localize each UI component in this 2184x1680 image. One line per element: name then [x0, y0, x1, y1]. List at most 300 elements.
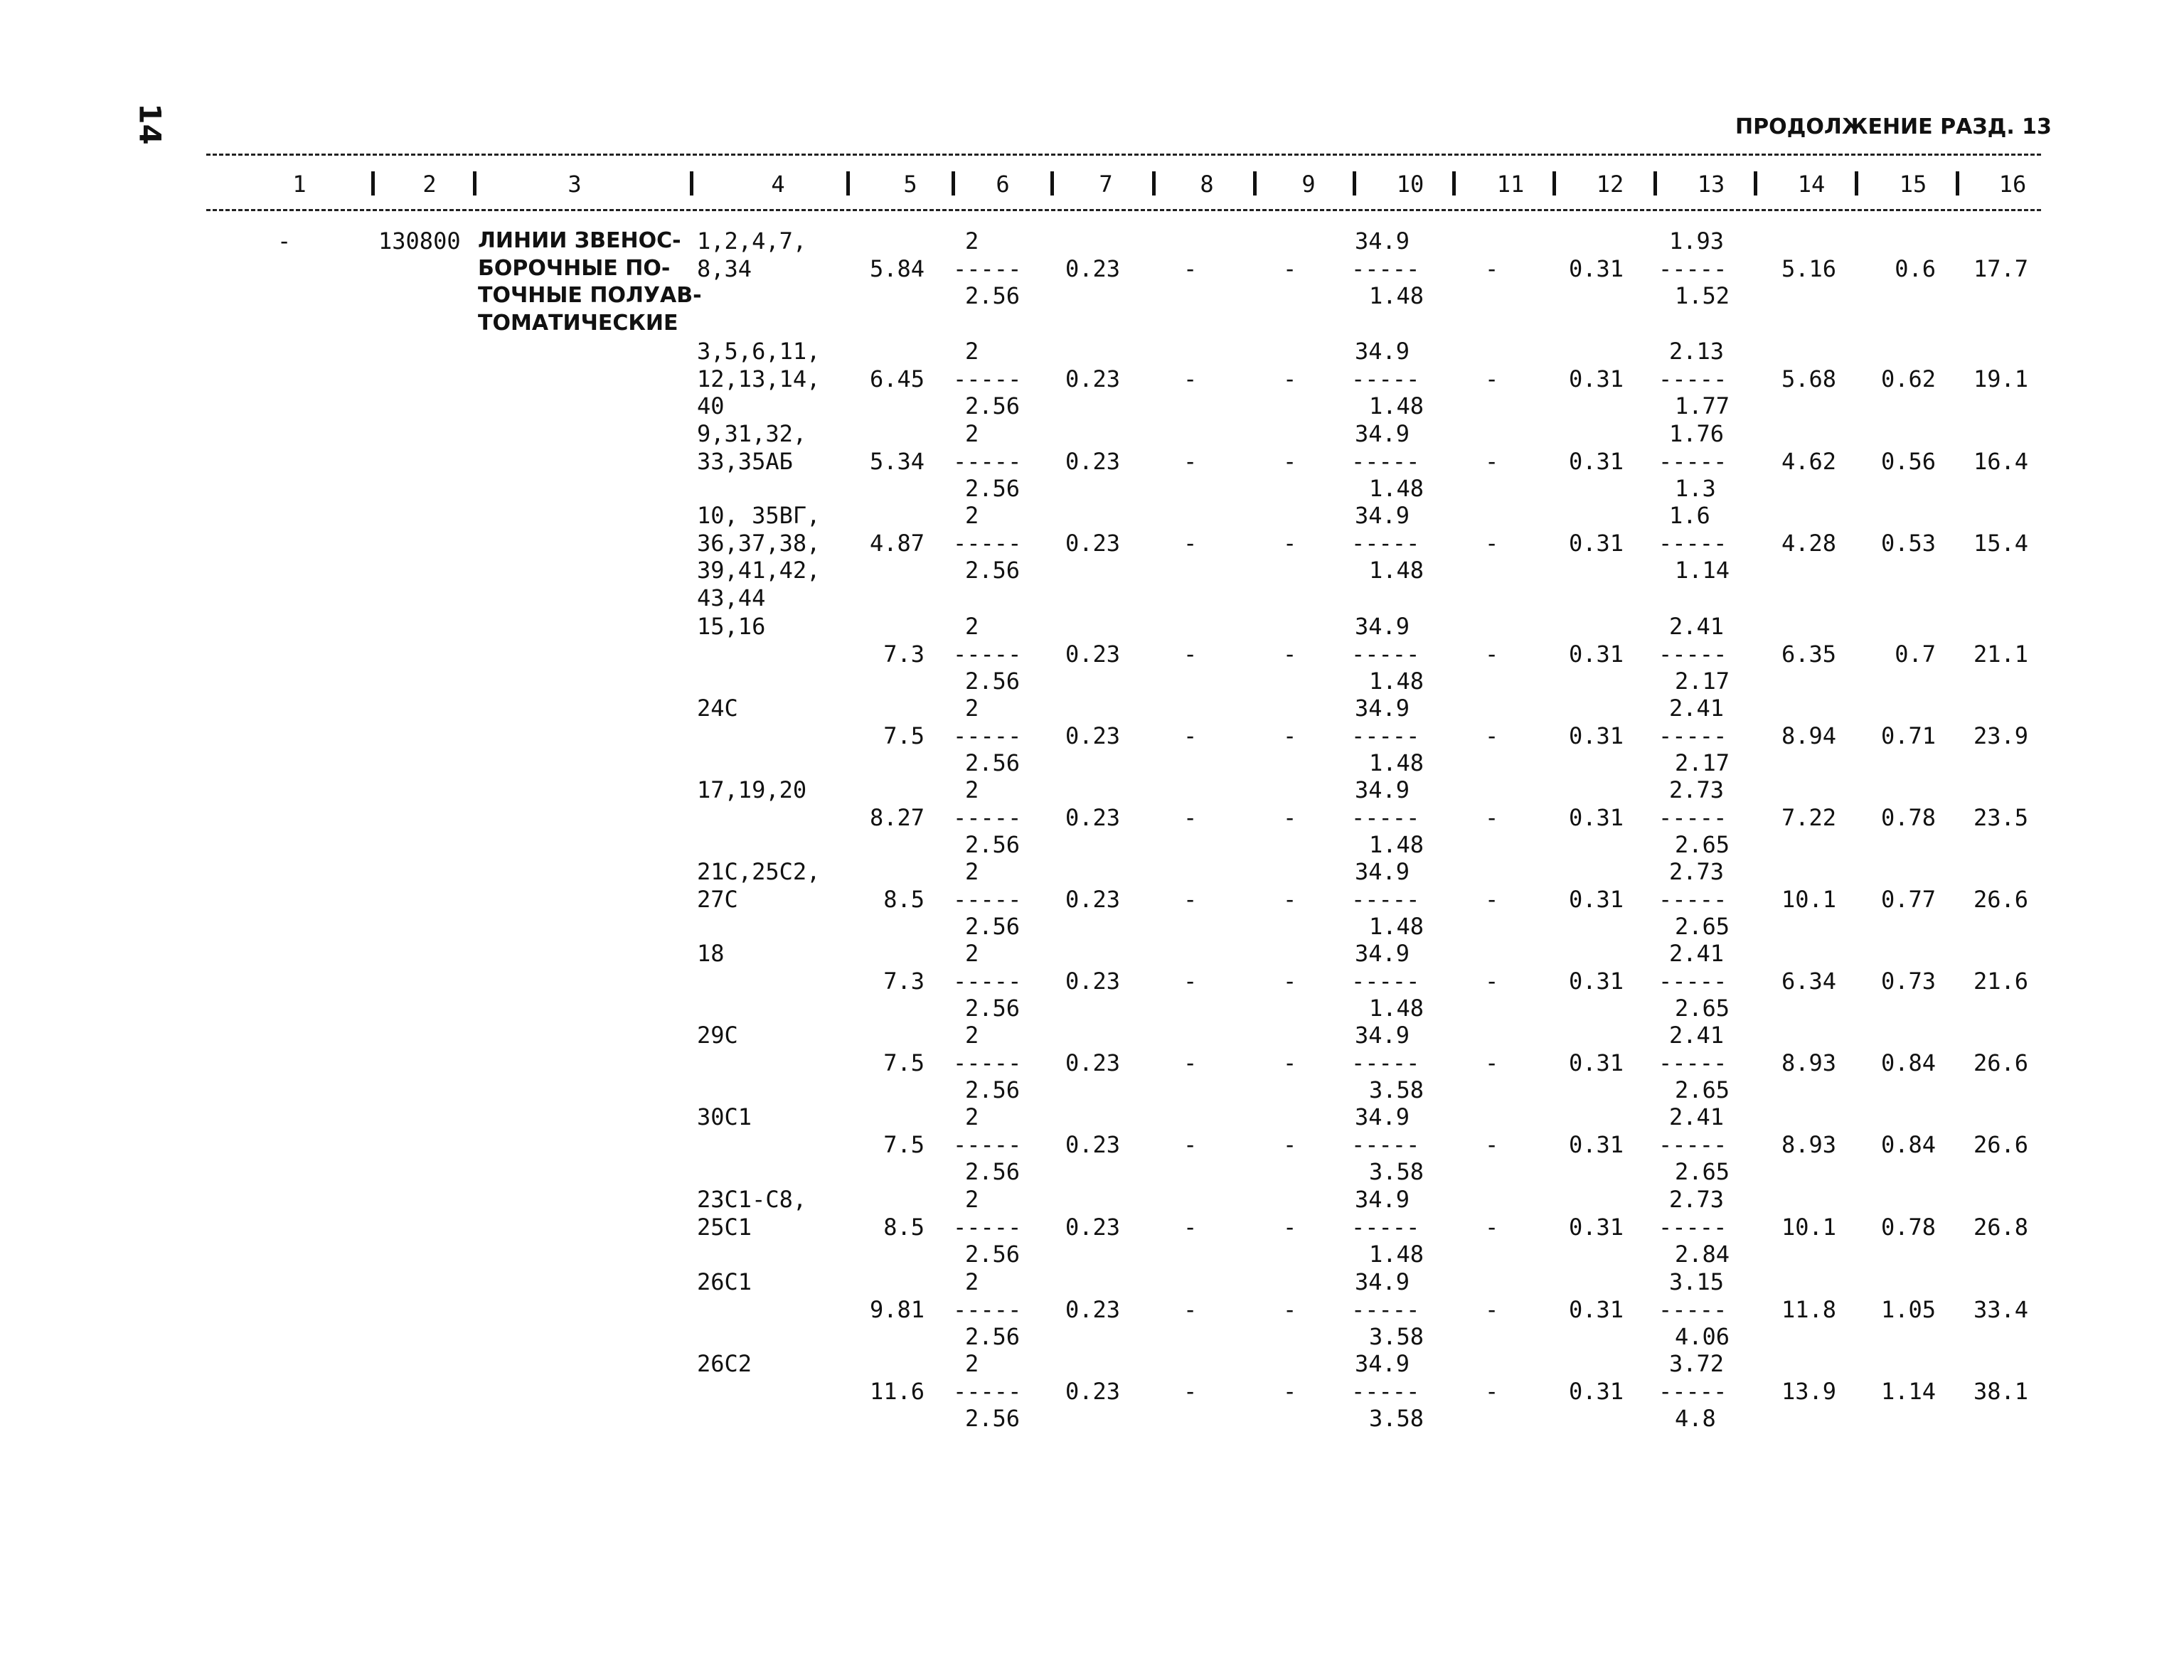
cell-col10-fraction-bar: -----	[1351, 1213, 1420, 1241]
cell-col10-denominator: 3.58	[1369, 1405, 1424, 1432]
cell-col13-denominator: 2.17	[1675, 668, 1730, 695]
cell-col6-denominator: 2.56	[965, 668, 1021, 695]
cell-col13-denominator: 2.65	[1675, 995, 1730, 1022]
group-code: 130800	[378, 228, 461, 255]
cell-col6-denominator: 2.56	[965, 282, 1021, 309]
cell-col6-fraction-bar: -----	[953, 1295, 1022, 1323]
cell-col6-fraction-bar: -----	[953, 1377, 1022, 1405]
cell-col13-denominator: 2.65	[1675, 1076, 1730, 1103]
cell-col8: -	[1183, 1130, 1198, 1158]
cell-col4: 3,5,6,11,	[697, 338, 821, 365]
cell-col15: 0.7	[1895, 640, 1936, 668]
cell-col6-fraction-bar: -----	[953, 967, 1022, 995]
cell-col12: 0.31	[1569, 1295, 1624, 1323]
cell-col9: -	[1283, 1049, 1297, 1076]
cell-col15: 0.78	[1880, 1213, 1936, 1241]
cell-col13-denominator: 2.17	[1675, 749, 1730, 776]
cell-col16: 26.6	[1973, 1130, 2028, 1158]
cell-col13-denominator: 4.8	[1675, 1405, 1716, 1432]
cell-col10-denominator: 1.48	[1369, 282, 1424, 309]
cell-col4: 36,37,38,	[697, 529, 821, 557]
cell-col7: 0.23	[1065, 1213, 1121, 1241]
cell-col10-fraction-bar: -----	[1351, 1049, 1420, 1076]
cell-col13-fraction-bar: -----	[1658, 1295, 1727, 1323]
cell-col9: -	[1283, 967, 1297, 995]
cell-col14: 13.9	[1781, 1377, 1836, 1405]
cell-col10-denominator: 1.48	[1369, 668, 1424, 695]
cell-col7: 0.23	[1065, 722, 1121, 749]
cell-col8: -	[1183, 640, 1198, 668]
cell-col12: 0.31	[1569, 529, 1624, 557]
cell-col10-denominator: 1.48	[1369, 749, 1424, 776]
column-separator	[1653, 171, 1657, 196]
cell-col15: 0.84	[1880, 1049, 1936, 1076]
cell-col11: -	[1485, 1049, 1499, 1076]
cell-col4: 25С1	[697, 1213, 752, 1241]
cell-col13-numerator: 3.72	[1669, 1350, 1725, 1377]
cell-col13-fraction-bar: -----	[1658, 803, 1727, 831]
cell-col9: -	[1283, 1213, 1297, 1241]
cell-col11: -	[1485, 1377, 1499, 1405]
cell-col12: 0.31	[1569, 803, 1624, 831]
cell-col10-denominator: 1.48	[1369, 1241, 1424, 1268]
cell-col6-fraction-bar: -----	[953, 529, 1022, 557]
cell-col13-numerator: 2.41	[1669, 1022, 1725, 1049]
column-header-12: 12	[1596, 171, 1624, 198]
cell-col15: 0.73	[1880, 967, 1936, 995]
cell-col10-denominator: 1.48	[1369, 557, 1424, 584]
cell-col10-fraction-bar: -----	[1351, 447, 1420, 475]
cell-col11: -	[1485, 1130, 1499, 1158]
cell-col12: 0.31	[1569, 967, 1624, 995]
cell-col13-denominator: 2.65	[1675, 913, 1730, 940]
cell-col7: 0.23	[1065, 365, 1121, 392]
cell-col10-numerator: 34.9	[1355, 695, 1410, 722]
cell-col6-denominator: 2.56	[965, 475, 1021, 502]
column-separator	[371, 171, 375, 196]
group-name-line: ЛИНИИ ЗВЕНОС-	[478, 228, 681, 253]
cell-col6-numerator: 2	[965, 613, 979, 640]
cell-col6-fraction-bar: -----	[953, 803, 1022, 831]
cell-col14: 8.93	[1781, 1049, 1836, 1076]
cell-col13-denominator: 2.65	[1675, 831, 1730, 858]
cell-col10-fraction-bar: -----	[1351, 529, 1420, 557]
cell-col16: 16.4	[1973, 447, 2028, 475]
cell-col5: 5.34	[869, 447, 925, 475]
cell-col7: 0.23	[1065, 1130, 1121, 1158]
cell-col10-fraction-bar: -----	[1351, 967, 1420, 995]
cell-col6-numerator: 2	[965, 695, 979, 722]
cell-col11: -	[1485, 447, 1499, 475]
cell-col15: 0.71	[1880, 722, 1936, 749]
cell-col14: 11.8	[1781, 1295, 1836, 1323]
cell-col6-denominator: 2.56	[965, 995, 1021, 1022]
cell-col14: 5.68	[1781, 365, 1836, 392]
cell-col16: 23.9	[1973, 722, 2028, 749]
cell-col16: 17.7	[1973, 255, 2028, 282]
cell-col6-numerator: 2	[965, 420, 979, 447]
cell-col4: 18	[697, 940, 725, 967]
cell-col16: 33.4	[1973, 1295, 2028, 1323]
cell-col14: 4.62	[1781, 447, 1836, 475]
cell-col4: 12,13,14,	[697, 365, 821, 392]
column-separator	[1855, 171, 1858, 196]
cell-col13-fraction-bar: -----	[1658, 640, 1727, 668]
column-header-13: 13	[1697, 171, 1725, 198]
cell-col16: 15.4	[1973, 529, 2028, 557]
cell-col8: -	[1183, 1213, 1198, 1241]
cell-col15: 1.05	[1880, 1295, 1936, 1323]
group-name-line: БОРОЧНЫЕ ПО-	[478, 255, 671, 281]
cell-col9: -	[1283, 640, 1297, 668]
cell-col7: 0.23	[1065, 885, 1121, 913]
cell-col11: -	[1485, 967, 1499, 995]
cell-col6-denominator: 2.56	[965, 1076, 1021, 1103]
cell-col13-fraction-bar: -----	[1658, 722, 1727, 749]
cell-col16: 26.8	[1973, 1213, 2028, 1241]
cell-col12: 0.31	[1569, 885, 1624, 913]
cell-col4: 24С	[697, 695, 738, 722]
cell-col6-denominator: 2.56	[965, 392, 1021, 419]
cell-col4: 27С	[697, 885, 738, 913]
cell-col7: 0.23	[1065, 803, 1121, 831]
cell-col10-numerator: 34.9	[1355, 338, 1410, 365]
cell-col11: -	[1485, 1213, 1499, 1241]
cell-col5: 11.6	[869, 1377, 925, 1405]
cell-col11: -	[1485, 803, 1499, 831]
cell-col10-numerator: 34.9	[1355, 502, 1410, 529]
group-name-line: ТОЧНЫЕ ПОЛУАВ-	[478, 283, 702, 308]
cell-col10-numerator: 34.9	[1355, 1268, 1410, 1295]
cell-col6-numerator: 2	[965, 228, 979, 255]
cell-col13-fraction-bar: -----	[1658, 529, 1727, 557]
cell-col11: -	[1485, 640, 1499, 668]
cell-col11: -	[1485, 365, 1499, 392]
cell-col4: 43,44	[697, 584, 766, 611]
cell-col13-numerator: 1.76	[1669, 420, 1725, 447]
cell-col4: 40	[697, 392, 725, 419]
cell-col5: 4.87	[869, 529, 925, 557]
cell-col14: 8.94	[1781, 722, 1836, 749]
cell-col6-fraction-bar: -----	[953, 1049, 1022, 1076]
cell-col6-fraction-bar: -----	[953, 365, 1022, 392]
cell-col6-fraction-bar: -----	[953, 640, 1022, 668]
cell-col10-fraction-bar: -----	[1351, 1295, 1420, 1323]
column-separator	[690, 171, 693, 196]
cell-col15: 0.6	[1895, 255, 1936, 282]
cell-col10-fraction-bar: -----	[1351, 1130, 1420, 1158]
cell-col10-numerator: 34.9	[1355, 1103, 1410, 1130]
column-header-3: 3	[568, 171, 582, 198]
cell-col13-denominator: 2.84	[1675, 1241, 1730, 1268]
cell-col13-numerator: 1.6	[1669, 502, 1710, 529]
cell-col6-fraction-bar: -----	[953, 447, 1022, 475]
column-header-2: 2	[422, 171, 437, 198]
cell-col4: 17,19,20	[697, 776, 807, 803]
cell-col9: -	[1283, 255, 1297, 282]
cell-col12: 0.31	[1569, 1213, 1624, 1241]
cell-col10-denominator: 3.58	[1369, 1158, 1424, 1185]
cell-col10-numerator: 34.9	[1355, 1022, 1410, 1049]
cell-col13-denominator: 1.14	[1675, 557, 1730, 584]
cell-col5: 7.5	[883, 1130, 925, 1158]
cell-col11: -	[1485, 1295, 1499, 1323]
column-header-11: 11	[1496, 171, 1525, 198]
cell-col12: 0.31	[1569, 1130, 1624, 1158]
cell-col9: -	[1283, 1377, 1297, 1405]
cell-col4: 29С	[697, 1022, 738, 1049]
cell-col4: 21С,25С2,	[697, 858, 821, 885]
cell-col13-fraction-bar: -----	[1658, 255, 1727, 282]
cell-col10-numerator: 34.9	[1355, 1350, 1410, 1377]
cell-col15: 0.62	[1880, 365, 1936, 392]
column-header-6: 6	[996, 171, 1010, 198]
cell-col12: 0.31	[1569, 255, 1624, 282]
column-header-4: 4	[771, 171, 785, 198]
cell-col12: 0.31	[1569, 640, 1624, 668]
group-col1: -	[277, 228, 292, 255]
cell-col9: -	[1283, 529, 1297, 557]
cell-col16: 26.6	[1973, 885, 2028, 913]
cell-col11: -	[1485, 885, 1499, 913]
cell-col13-numerator: 1.93	[1669, 228, 1725, 255]
column-separator	[1754, 171, 1757, 196]
cell-col8: -	[1183, 722, 1198, 749]
cell-col16: 19.1	[1973, 365, 2028, 392]
cell-col5: 9.81	[869, 1295, 925, 1323]
cell-col6-denominator: 2.56	[965, 1323, 1021, 1350]
cell-col6-numerator: 2	[965, 502, 979, 529]
cell-col6-numerator: 2	[965, 776, 979, 803]
cell-col9: -	[1283, 722, 1297, 749]
cell-col13-numerator: 2.73	[1669, 776, 1725, 803]
running-header: ПРОДОЛЖЕНИЕ РАЗД. 13	[1735, 114, 2052, 139]
cell-col8: -	[1183, 1377, 1198, 1405]
cell-col10-denominator: 1.48	[1369, 392, 1424, 419]
cell-col6-numerator: 2	[965, 940, 979, 967]
cell-col10-fraction-bar: -----	[1351, 255, 1420, 282]
cell-col10-fraction-bar: -----	[1351, 803, 1420, 831]
cell-col6-numerator: 2	[965, 1186, 979, 1213]
group-name-line: ТОМАТИЧЕСКИЕ	[478, 310, 678, 336]
cell-col7: 0.23	[1065, 1295, 1121, 1323]
cell-col13-numerator: 2.41	[1669, 695, 1725, 722]
cell-col14: 6.35	[1781, 640, 1836, 668]
column-separator	[846, 171, 850, 196]
cell-col6-numerator: 2	[965, 338, 979, 365]
cell-col10-numerator: 34.9	[1355, 1186, 1410, 1213]
cell-col7: 0.23	[1065, 529, 1121, 557]
cell-col5: 6.45	[869, 365, 925, 392]
cell-col13-denominator: 1.52	[1675, 282, 1730, 309]
cell-col6-numerator: 2	[965, 1103, 979, 1130]
cell-col6-fraction-bar: -----	[953, 722, 1022, 749]
cell-col13-numerator: 2.41	[1669, 940, 1725, 967]
header-rule-bottom	[206, 209, 2041, 211]
cell-col5: 5.84	[869, 255, 925, 282]
column-separator	[1353, 171, 1356, 196]
cell-col10-numerator: 34.9	[1355, 776, 1410, 803]
cell-col10-denominator: 1.48	[1369, 831, 1424, 858]
cell-col6-numerator: 2	[965, 858, 979, 885]
cell-col13-fraction-bar: -----	[1658, 447, 1727, 475]
cell-col13-numerator: 2.73	[1669, 858, 1725, 885]
cell-col13-denominator: 1.77	[1675, 392, 1730, 419]
cell-col7: 0.23	[1065, 640, 1121, 668]
cell-col14: 4.28	[1781, 529, 1836, 557]
column-separator	[1152, 171, 1156, 196]
cell-col10-denominator: 1.48	[1369, 913, 1424, 940]
cell-col5: 7.5	[883, 1049, 925, 1076]
cell-col7: 0.23	[1065, 1377, 1121, 1405]
column-separator	[1452, 171, 1456, 196]
cell-col5: 7.3	[883, 967, 925, 995]
cell-col13-fraction-bar: -----	[1658, 1213, 1727, 1241]
cell-col8: -	[1183, 447, 1198, 475]
cell-col13-numerator: 2.73	[1669, 1186, 1725, 1213]
cell-col10-fraction-bar: -----	[1351, 1377, 1420, 1405]
cell-col13-fraction-bar: -----	[1658, 1377, 1727, 1405]
cell-col6-denominator: 2.56	[965, 1405, 1021, 1432]
cell-col6-denominator: 2.56	[965, 557, 1021, 584]
cell-col5: 8.5	[883, 1213, 925, 1241]
cell-col6-fraction-bar: -----	[953, 255, 1022, 282]
cell-col16: 38.1	[1973, 1377, 2028, 1405]
cell-col5: 8.5	[883, 885, 925, 913]
cell-col8: -	[1183, 1049, 1198, 1076]
cell-col13-numerator: 2.13	[1669, 338, 1725, 365]
cell-col13-fraction-bar: -----	[1658, 365, 1727, 392]
cell-col10-fraction-bar: -----	[1351, 885, 1420, 913]
cell-col10-numerator: 34.9	[1355, 613, 1410, 640]
cell-col6-numerator: 2	[965, 1350, 979, 1377]
cell-col14: 5.16	[1781, 255, 1836, 282]
cell-col12: 0.31	[1569, 447, 1624, 475]
cell-col4: 33,35АБ	[697, 447, 793, 475]
cell-col13-fraction-bar: -----	[1658, 967, 1727, 995]
cell-col13-denominator: 1.3	[1675, 475, 1716, 502]
cell-col4: 23С1-С8,	[697, 1186, 807, 1213]
cell-col13-denominator: 4.06	[1675, 1323, 1730, 1350]
cell-col7: 0.23	[1065, 1049, 1121, 1076]
cell-col6-denominator: 2.56	[965, 1241, 1021, 1268]
column-header-15: 15	[1899, 171, 1927, 198]
cell-col9: -	[1283, 447, 1297, 475]
column-header-9: 9	[1301, 171, 1316, 198]
cell-col4: 8,34	[697, 255, 752, 282]
cell-col4: 10, 35ВГ,	[697, 502, 821, 529]
cell-col15: 0.78	[1880, 803, 1936, 831]
cell-col4: 15,16	[697, 613, 766, 640]
column-header-1: 1	[292, 171, 307, 198]
cell-col12: 0.31	[1569, 1049, 1624, 1076]
cell-col8: -	[1183, 255, 1198, 282]
header-rule-top	[206, 154, 2041, 156]
column-header-16: 16	[1998, 171, 2027, 198]
cell-col6-denominator: 2.56	[965, 1158, 1021, 1185]
cell-col5: 7.5	[883, 722, 925, 749]
cell-col10-denominator: 3.58	[1369, 1323, 1424, 1350]
column-separator	[1253, 171, 1257, 196]
cell-col15: 0.56	[1880, 447, 1936, 475]
column-separator	[1552, 171, 1556, 196]
column-separator	[1956, 171, 1959, 196]
cell-col10-denominator: 3.58	[1369, 1076, 1424, 1103]
cell-col8: -	[1183, 803, 1198, 831]
cell-col6-denominator: 2.56	[965, 749, 1021, 776]
cell-col16: 21.6	[1973, 967, 2028, 995]
cell-col5: 8.27	[869, 803, 925, 831]
cell-col9: -	[1283, 1130, 1297, 1158]
cell-col14: 10.1	[1781, 1213, 1836, 1241]
cell-col9: -	[1283, 1295, 1297, 1323]
cell-col15: 1.14	[1880, 1377, 1936, 1405]
cell-col10-fraction-bar: -----	[1351, 640, 1420, 668]
cell-col12: 0.31	[1569, 365, 1624, 392]
cell-col4: 9,31,32,	[697, 420, 807, 447]
cell-col15: 0.53	[1880, 529, 1936, 557]
cell-col6-numerator: 2	[965, 1268, 979, 1295]
cell-col13-fraction-bar: -----	[1658, 1049, 1727, 1076]
cell-col8: -	[1183, 365, 1198, 392]
cell-col10-numerator: 34.9	[1355, 228, 1410, 255]
cell-col4: 26С1	[697, 1268, 752, 1295]
column-separator	[952, 171, 955, 196]
column-header-5: 5	[903, 171, 917, 198]
page-number: 14	[132, 103, 168, 145]
cell-col10-denominator: 1.48	[1369, 995, 1424, 1022]
cell-col6-fraction-bar: -----	[953, 1213, 1022, 1241]
cell-col8: -	[1183, 1295, 1198, 1323]
cell-col6-fraction-bar: -----	[953, 885, 1022, 913]
cell-col5: 7.3	[883, 640, 925, 668]
cell-col4: 1,2,4,7,	[697, 228, 807, 255]
cell-col10-numerator: 34.9	[1355, 420, 1410, 447]
cell-col14: 8.93	[1781, 1130, 1836, 1158]
cell-col13-fraction-bar: -----	[1658, 1130, 1727, 1158]
cell-col16: 26.6	[1973, 1049, 2028, 1076]
cell-col9: -	[1283, 885, 1297, 913]
cell-col14: 6.34	[1781, 967, 1836, 995]
column-header-14: 14	[1797, 171, 1826, 198]
cell-col7: 0.23	[1065, 255, 1121, 282]
cell-col9: -	[1283, 803, 1297, 831]
cell-col11: -	[1485, 722, 1499, 749]
cell-col6-numerator: 2	[965, 1022, 979, 1049]
cell-col10-fraction-bar: -----	[1351, 365, 1420, 392]
cell-col8: -	[1183, 885, 1198, 913]
column-separator	[1050, 171, 1054, 196]
column-separator	[473, 171, 476, 196]
cell-col11: -	[1485, 529, 1499, 557]
cell-col13-numerator: 3.15	[1669, 1268, 1725, 1295]
cell-col6-fraction-bar: -----	[953, 1130, 1022, 1158]
cell-col13-numerator: 2.41	[1669, 1103, 1725, 1130]
cell-col8: -	[1183, 967, 1198, 995]
cell-col13-denominator: 2.65	[1675, 1158, 1730, 1185]
cell-col10-denominator: 1.48	[1369, 475, 1424, 502]
cell-col12: 0.31	[1569, 722, 1624, 749]
cell-col10-numerator: 34.9	[1355, 858, 1410, 885]
column-header-10: 10	[1396, 171, 1424, 198]
cell-col7: 0.23	[1065, 967, 1121, 995]
cell-col14: 10.1	[1781, 885, 1836, 913]
cell-col16: 23.5	[1973, 803, 2028, 831]
cell-col13-fraction-bar: -----	[1658, 885, 1727, 913]
column-header-8: 8	[1200, 171, 1214, 198]
cell-col6-denominator: 2.56	[965, 831, 1021, 858]
cell-col14: 7.22	[1781, 803, 1836, 831]
